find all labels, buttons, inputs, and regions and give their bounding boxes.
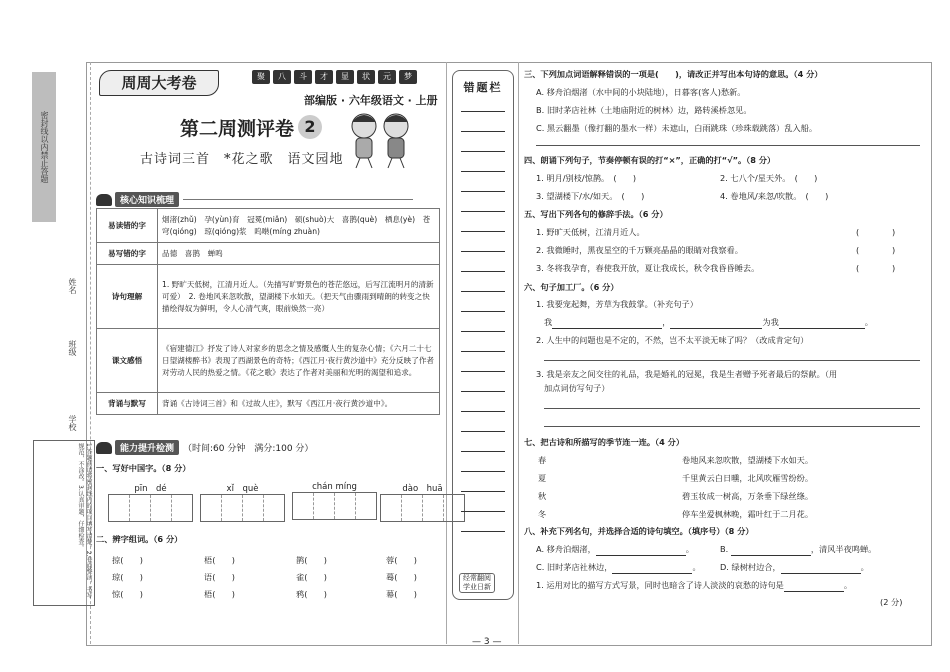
q4-item: 2. 七八个/星天外。 ( ) [720, 173, 818, 183]
q5-item: 3. 冬将我孕育，春使我开放，夏让我成长，秋令我昏昏睡去。 [536, 263, 760, 273]
slogan-char: 梦 [399, 70, 417, 84]
q6-fill-line: 我 ， 为我 。 [544, 317, 873, 327]
pinyin-block: dào huā [380, 482, 465, 522]
slogan [252, 70, 417, 84]
char-group: 蓉( ) 蓦( ) 幕( ) [386, 555, 417, 599]
slogan-char: 显 [336, 70, 354, 84]
slogan-char: 八 [273, 70, 291, 84]
column-divider-left [446, 62, 447, 644]
table-row: 背诵与默写 背诵《古诗词三首》和《过故人庄》，默写《西江月·夜行黄沙道中》。 [97, 393, 440, 415]
edition: 部编版 · 六年级语文 · 上册 [304, 94, 438, 107]
slogan-char: 斗 [294, 70, 312, 84]
answer-blank[interactable] [779, 316, 865, 329]
q4-title: 四、朗诵下列句子，节奏停顿有误的打“×”，正确的打“√”。（8 分） [524, 155, 776, 165]
graduation-cap-icon [96, 442, 112, 454]
kids-illustration [334, 106, 426, 170]
column-divider-right [518, 62, 519, 644]
q3-title: 三、下列加点词语解释错误的一项是( )，请改正并写出本句诗的意思。（4 分） [524, 69, 823, 79]
knowledge-table [96, 208, 440, 415]
slogan-char: 才 [315, 70, 333, 84]
answer-line[interactable] [544, 426, 920, 427]
pinyin-block: chán míng [292, 482, 377, 520]
writing-grid[interactable] [292, 492, 377, 520]
school-label: 学校 [68, 415, 77, 431]
season-label: 冬 [538, 509, 547, 519]
table-row: 易读错的字 烟渚(zhǔ) 孕(yùn)育 冠冕(miǎn) 硕(shuò)大 喜鹊(què) 栖息(yè) 苍穹(qióng) 琼(qióng)浆 呜啭(míng zhuàn) [97, 209, 440, 243]
table-row: 诗句理解 1. 野旷天低树，江清月近人。（先描写旷野景色的苍茫悠远，后写江流明月的清新可爱） 2. 卷地风来忽吹散，望湖楼下水如天。（把天气由骤雨到晴朗的转变之快描绘得奴为鲜明，令人心清气爽，眼前焕然一亮） [97, 265, 440, 329]
answer-line[interactable] [544, 360, 920, 361]
answer-blank[interactable] [552, 316, 662, 329]
wrong-answer-column [452, 70, 514, 600]
season-label: 春 [538, 455, 547, 465]
q8-d: D. 绿树村边合， 。 [720, 562, 869, 572]
q6-sentence-3: 3. 我是亲友之间交往的礼品，我是婚礼的冠冕，我是生者赠予死者最后的祭献。（用 [536, 369, 838, 379]
class-label: 班级 [68, 340, 77, 356]
q4-item: 3. 望湖楼下/水/如天。 ( ) [536, 191, 645, 201]
week-number: 2 [298, 115, 322, 139]
table-row: 易写错的字 品德 喜鹊 蝉鸣 [97, 243, 440, 265]
char-group: 鹊( ) 雀( ) 鸦( ) [296, 555, 327, 599]
slogan-char: 聚 [252, 70, 270, 84]
answer-line[interactable] [536, 145, 920, 146]
page-number: — 3 — [472, 637, 502, 647]
q3-option-b: B. 旧时茅店社林（土地庙附近的树林）边，路转溪桥忽见。 [536, 105, 752, 115]
writing-grid[interactable] [108, 494, 193, 522]
page-subtitle: 古诗词三首 *花之歌 语文园地 [140, 152, 344, 167]
slogan-char: 元 [378, 70, 396, 84]
student-info [56, 230, 78, 440]
seal-strip: 密封线以内禁止答题 [32, 72, 56, 222]
q8-b: B. ，清风半夜鸣蝉。 [720, 544, 877, 554]
answer-blank[interactable] [612, 561, 692, 574]
q8-question: 1. 运用对比的描写方式写景，同时也暗含了诗人淡淡的哀愁的诗句是 。 [536, 580, 853, 590]
table-row: 课文感悟 《宿建德江》抒发了诗人对家乡的思念之情及感慨人生的复杂心情；《六月二十七日望湖楼醉书》表现了西湖景色的奇特；《西江月·夜行黄沙道中》充分反映了作者对劳动人民的热爱之情。《花之歌》表达了作者对美丽和光明的渴望和追求。 [97, 329, 440, 393]
q5-answer[interactable]: ( ) [856, 263, 896, 273]
q6-sentence-1: 1. 我要宠起舞，芳草为我鼓掌。（补充句子） [536, 299, 698, 309]
poem-line: 卷地风来忽吹散，望湖楼下水如天。 [682, 455, 814, 465]
q5-title: 五、写出下列各句的修辞手法。（6 分） [524, 209, 668, 219]
brand-logo: 周周大考卷 [99, 70, 219, 96]
q7-title: 七、把古诗和所描写的季节连一连。（4 分） [524, 437, 685, 447]
q5-item: 1. 野旷天低树，江清月近人。 [536, 227, 645, 237]
pinyin-block: pīn dé [108, 482, 193, 522]
q1-title: 一、写好中国字。（8 分） [96, 463, 191, 473]
poem-line: 千里黄云白日曛，北风吹雁雪纷纷。 [682, 473, 814, 483]
char-group: 掠( ) 琼( ) 惊( ) [112, 555, 143, 599]
q8-a: A. 移舟泊烟渚， 。 [536, 544, 694, 554]
page-title: 第二周测评卷 [180, 118, 295, 140]
q8-c: C. 旧时茅店社林边， 。 [536, 562, 701, 572]
poem-line: 停车坐爱枫林晚，霜叶红于二月花。 [682, 509, 814, 519]
knowledge-heading: 核心知识梳理 [96, 192, 413, 207]
q4-item: 4. 卷地风/来忽/吹散。 ( ) [720, 191, 829, 201]
name-label: 姓名 [68, 278, 77, 294]
q5-answer[interactable]: ( ) [856, 245, 896, 255]
answer-blank[interactable] [596, 543, 686, 556]
q5-item: 2. 我微睡时，黑夜星空的千万颗亮晶晶的眼睛对我察看。 [536, 245, 743, 255]
q6-sentence-3-cont: 加点词仿写句子） [544, 383, 610, 393]
answer-blank[interactable] [781, 561, 861, 574]
q5-answer[interactable]: ( ) [856, 227, 896, 237]
char-group: 梧( ) 语( ) 梧( ) [204, 555, 235, 599]
q2-title: 二、辨字组词。（6 分） [96, 534, 183, 544]
writing-grid[interactable] [200, 494, 285, 522]
wrong-answer-footer: 经常翻阅 学业日新 [459, 573, 495, 593]
q8-score: (2 分) [880, 597, 903, 607]
q3-option-c: C. 黑云翻墨（像打翻的墨水一样）未遮山，白雨跳珠（珍珠载跳落）乱入船。 [536, 123, 818, 133]
answer-blank[interactable] [784, 579, 844, 592]
answer-blank[interactable] [731, 543, 811, 556]
pinyin-block: xǐ què [200, 482, 285, 522]
ability-heading: 能力提升检测 （时间:60 分钟 满分:100 分） [96, 440, 313, 455]
q4-item: 1. 明月/别枝/惊鹊。 ( ) [536, 173, 637, 183]
poem-line: 碧玉妆成一树高，万条垂下绿丝绦。 [682, 491, 814, 501]
answer-line[interactable] [544, 408, 920, 409]
slogan-char: 状 [357, 70, 375, 84]
q3-option-a: A. 移舟泊烟渚（水中间的小块陆地），日暮客(客人)愁新。 [536, 87, 746, 97]
graduation-cap-icon [96, 194, 112, 206]
q8-title: 八、补充下列名句，并选择合适的诗句填空。（填序号）（8 分） [524, 526, 754, 536]
q6-title: 六、句子加工厂。（6 分） [524, 282, 619, 292]
exam-notice: 1.答题前请将密封线内的项目填写清楚。2.卷面整洁，书写规范，不涂改。3.认真审题，仔细检查。 [33, 440, 95, 606]
answer-blank[interactable] [670, 316, 762, 329]
season-label: 夏 [538, 473, 547, 483]
wrong-answer-title: 错题栏 [463, 81, 503, 94]
season-label: 秋 [538, 491, 547, 501]
q6-sentence-2: 2. 人生中的问题也是不定的，不然，岂不太平淡无味了吗？（改成肯定句） [536, 335, 809, 345]
